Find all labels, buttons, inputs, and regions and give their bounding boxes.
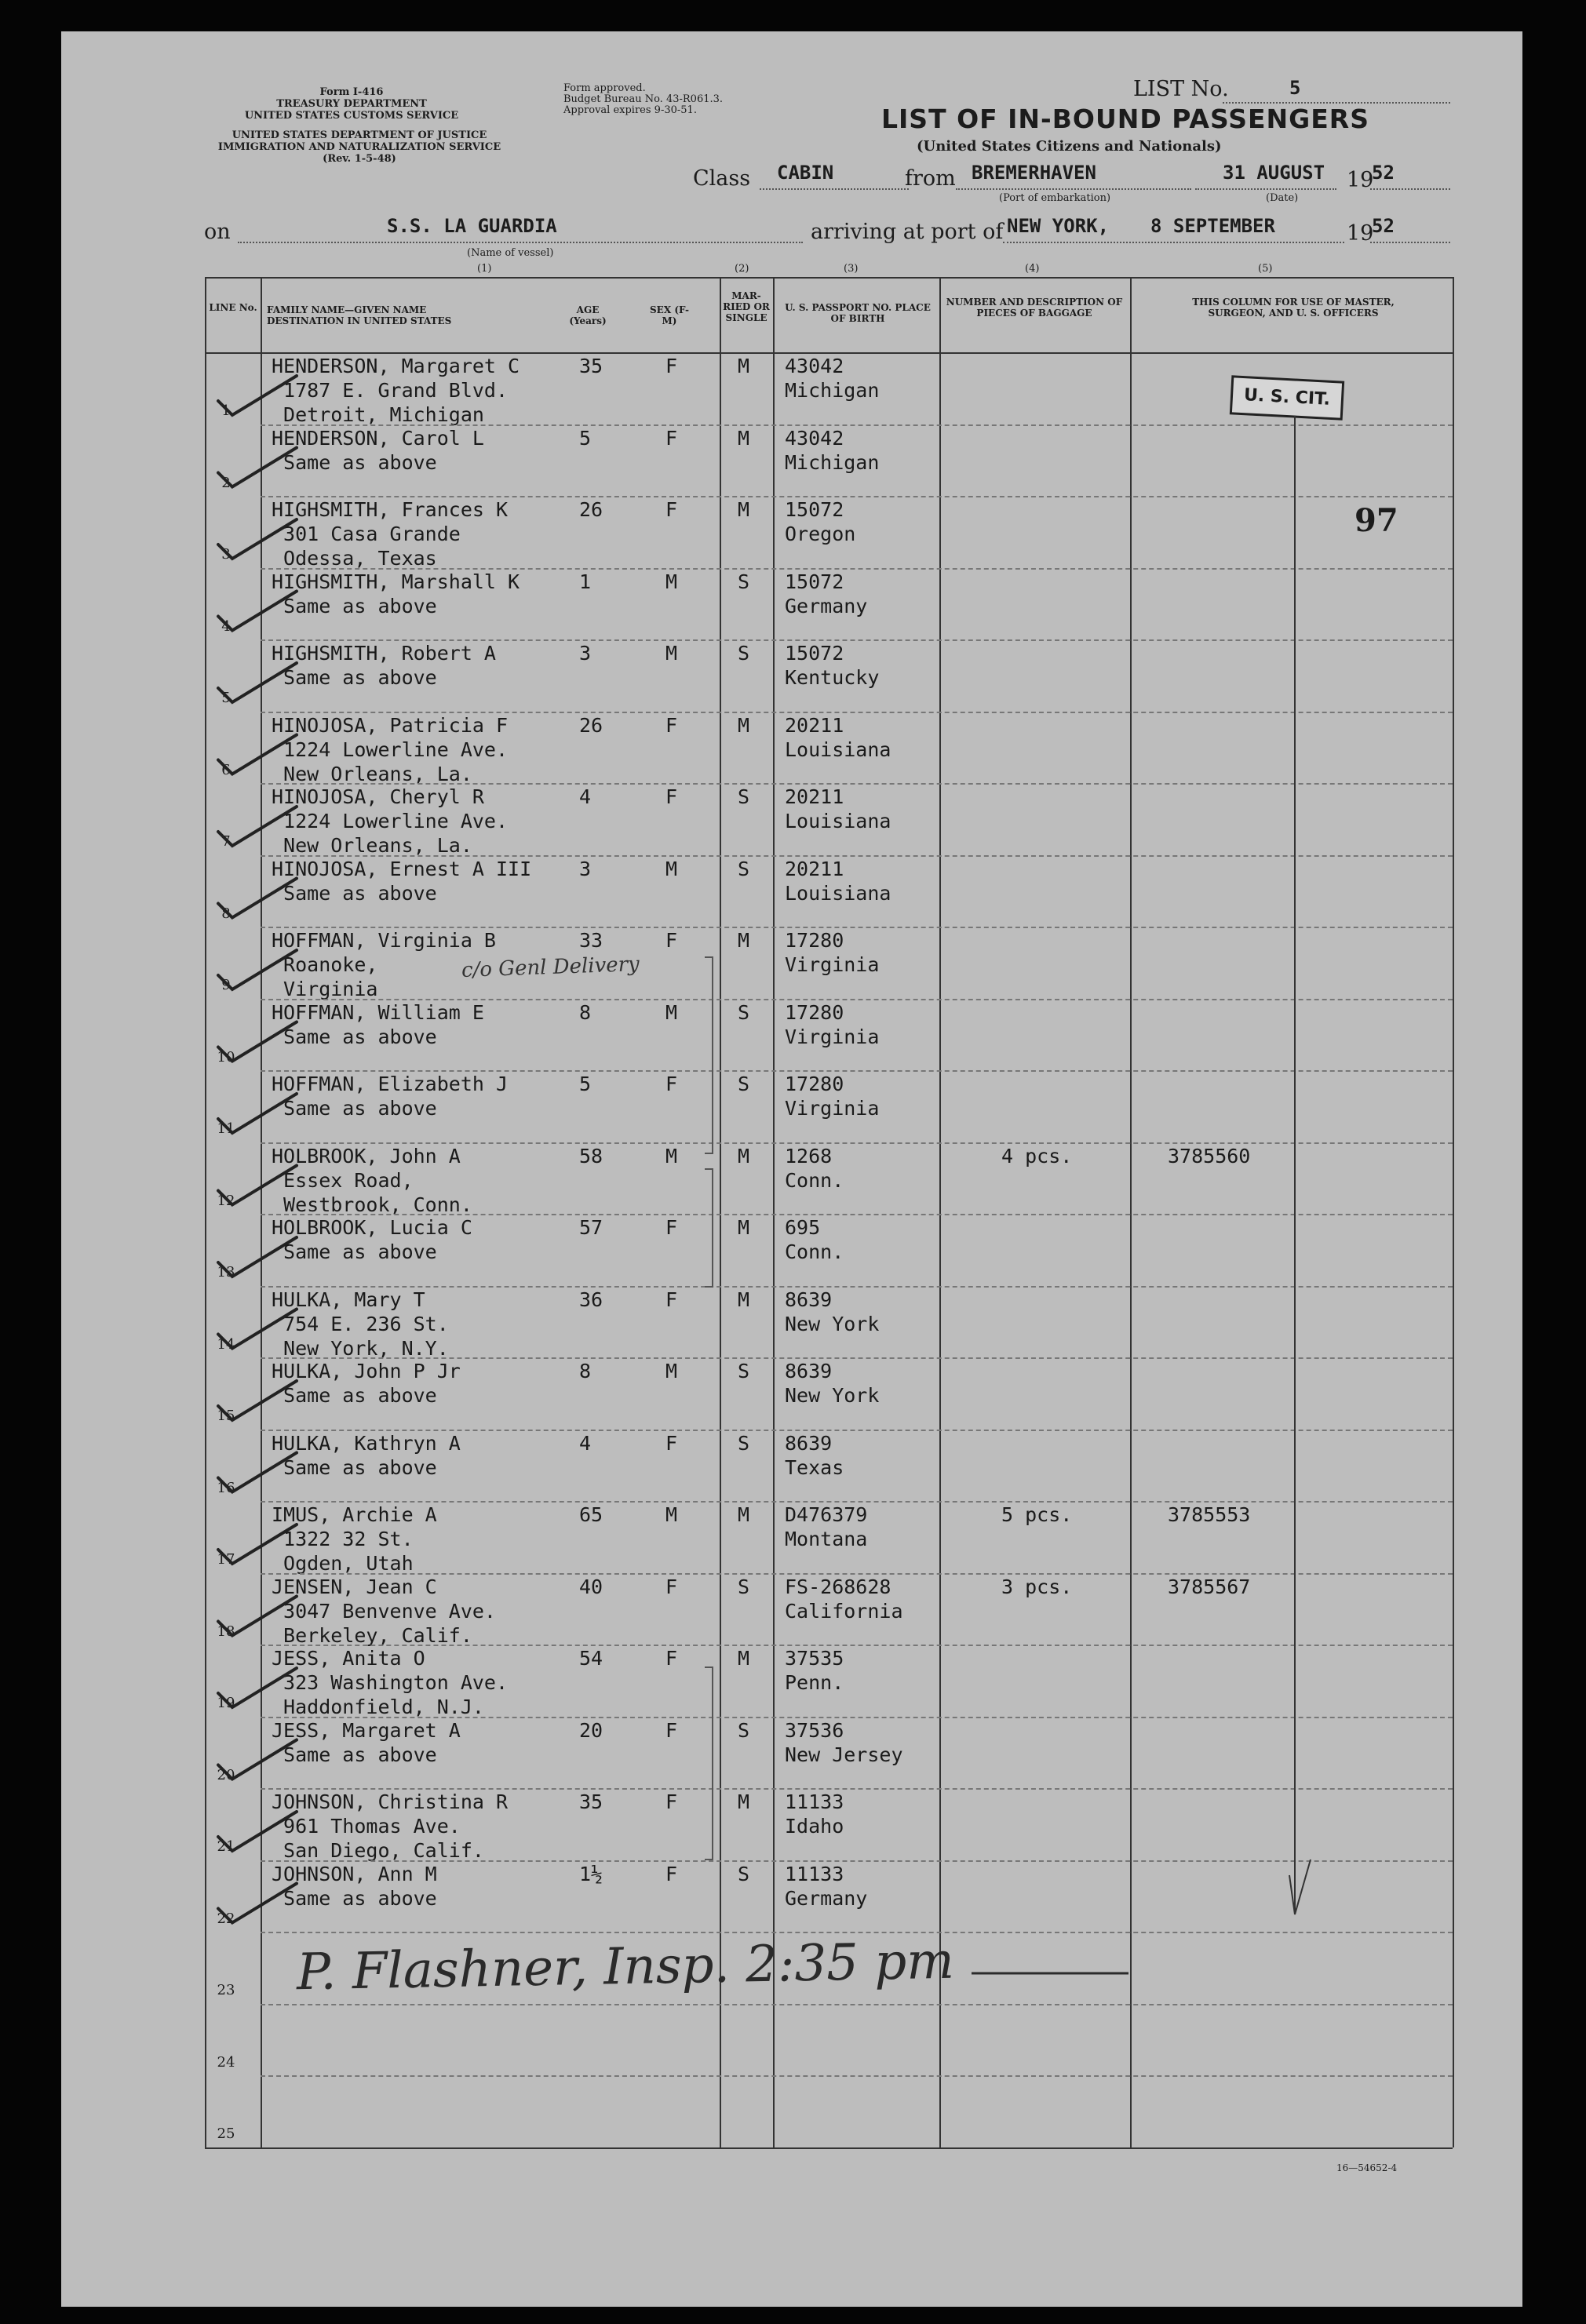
check-mark	[218, 950, 297, 989]
class-value: CABIN	[777, 162, 834, 184]
line-number: 2	[221, 474, 231, 491]
check-mark	[218, 1668, 297, 1707]
passenger-sex: M	[665, 1503, 678, 1526]
marital-status: S	[738, 570, 750, 593]
passenger-name: HINOJOSA, Patricia F 1224 Lowerline Ave. New Orleans, La.	[272, 713, 509, 785]
passenger-age: 54	[579, 1647, 603, 1670]
arrival-port: NEW YORK,	[1007, 215, 1110, 237]
passenger-sex: F	[665, 355, 678, 377]
passenger-sex: F	[665, 498, 678, 521]
passenger-sex: F	[665, 426, 678, 450]
passenger-age: 8	[579, 1360, 592, 1382]
us-citizen-stamp: U. S. CIT.	[1230, 375, 1344, 420]
passport-birthplace: FS-268628 California	[785, 1575, 903, 1623]
passenger-age: 8	[579, 1000, 592, 1024]
passenger-sex: M	[665, 1360, 678, 1382]
baggage: 4 pcs.	[1001, 1144, 1073, 1167]
passport-birthplace: 43042 Michigan	[785, 426, 880, 474]
passenger-name: HINOJOSA, Cheryl R 1224 Lowerline Ave. New Orleans, La.	[272, 785, 509, 857]
check-mark	[218, 1524, 297, 1564]
marital-status: M	[738, 929, 750, 952]
marital-status: M	[738, 498, 750, 521]
passenger-manifest-page: Form I-416 TREASURY DEPARTMENT UNITED STATES CUSTOMS SERVICE UNITED STATES DEPARTMENT OF JUSTICE IMMIGRATION AND NATURALIZATION SERVICE (Rev. 1-5-48) Form approved. Budget Bureau No. 43-R061.3. Approval expires 9-30-51. LIST No. 5 LIST OF IN-BOUND PASSENGERS (United States Citizens and Nationals) Class CABIN from BREMERHAVEN (Port of embarkation) 31 AUGUST (Date) 19 52 on S.S. LA GUARDIA (Name of vessel) arriving at port of NEW YORK, 8 SEPTEMBER 19 52 (1) (2) (3) (4) (5) LINE No. FAMILY NAME—GIVEN NAME DESTINATION IN UNITED STATES AGE (Years) SEX (F-M) MAR-RIED OR SINGLE U. S. PASSPORT NO. PLACE OF BIRTH NUMBER AND DESCRIPTION OF PIECES OF BAGGAGE THIS COLUMN FOR USE OF MASTER, SURGEON, AND U. S. OFFICERS HENDERSON, Margaret C 1787 E. Grand Blvd. Detroit, Michigan 35 F M 43042 Michigan 1 HENDERSON, Carol L Same as above 5 F M 43042 Michigan 2 HIGHSMITH, Frances K 301 Casa Grande Odessa, Texas 26 F M 15072 Oregon 3 HIGHSMITH, Marshall K Same as above 1 M S 15072 Germany 4 HIGHSMITH, Robert A Same as above 3 M S 15072 Kentucky 5 HINOJOSA, Patricia F 1224 Lowerline Ave. New Orleans, La. 26 F M 20211 Louisiana 6 HINOJOSA, Cheryl R 1224 Lowerline Ave. New Orleans, La. 4 F S 20211 Louisiana 7 HINOJOSA, Ernest A III Same as above 3 M S 20211 Louisiana 8 HOFFMAN, Virginia B Roanoke, Virginia 33 F M 17280 Virginia 9 HOFFMAN, William E Same as above 8 M S 17280 Virginia 10 HOFFMAN, Elizabeth J Same as above 5 F S 17280 Virginia 11 HOLBROOK, John A Essex Road, Westbrook, Conn. 58 M M 1268 Conn. 4 pcs. 3785560 12 HOLBROOK, Lucia C Same as above 57 F M 695 Conn. 13 HULKA, Mary T 754 E. 236 St. New York, N.Y. 36 F M 8639 New York 14 HULKA, John P Jr Same as above 8 M S 8639 New York 15 HULKA, Kathryn A Same as above 4 F S 8639 Texas 16 IMUS, Archie A 1322 32 St. Ogden, Utah 65 M M D476379 Montana 5 pcs. 3785553 17 JENSEN, Jean C 3047 Benvenve Ave. Berkeley, Calif. 40 F S FS-268628 California 3 pcs. 3785567 18 JESS, Anita O 323 Washington Ave. Haddonfield, N.J. 54 F M 37535 Penn. 19 JESS, Margaret A Same as above 20 F S 37536 New Jersey 20 JOHNSON, Christina R 961 Thomas Ave. San Diego, Calif. 35 F M 11133 Idaho 21 JOHNSON, Ann M Same as above 1½ F S 11133 Germany 22 23 24 25 U. S. CIT. 97 c/o Genl Delivery P. Flashner, Insp. 2:35 pm 16—54652-4	[61, 31, 1522, 2307]
check-mark	[218, 1597, 297, 1636]
passenger-name: HULKA, Kathryn A Same as above	[272, 1431, 461, 1479]
passenger-sex: F	[665, 1575, 678, 1598]
check-mark	[218, 1812, 297, 1851]
passenger-age: 58	[579, 1144, 603, 1167]
passport-birthplace: 8639 New York	[785, 1360, 880, 1407]
line-number: 3	[221, 546, 231, 563]
col-header-line: LINE No.	[209, 302, 257, 313]
baggage: 5 pcs.	[1001, 1503, 1073, 1526]
family-bracket	[705, 957, 713, 1153]
passenger-age: 20	[579, 1718, 603, 1742]
passport-birthplace: 20211 Louisiana	[785, 713, 891, 761]
passport-birthplace: 8639 New York	[785, 1288, 880, 1335]
year-suffix: 52	[1372, 162, 1395, 184]
line-number: 16	[217, 1479, 235, 1496]
marital-status: M	[738, 1647, 750, 1670]
line-number: 7	[221, 833, 231, 850]
passenger-sex: F	[665, 1647, 678, 1670]
passenger-sex: F	[665, 785, 678, 808]
family-bracket	[705, 1667, 713, 1860]
passenger-sex: F	[665, 1216, 678, 1239]
page-subtitle: (United States Citizens and Nationals)	[917, 138, 1222, 155]
form-approval: Form approved. Budget Bureau No. 43-R061.3. Approval expires 9-30-51.	[563, 82, 724, 116]
passenger-name: HOFFMAN, Virginia B Roanoke, Virginia	[272, 929, 496, 1000]
line-number: 10	[217, 1048, 235, 1065]
page-number: 97	[1354, 502, 1398, 539]
check-mark	[218, 376, 297, 415]
line-number: 9	[221, 977, 231, 993]
arrival-date: 8 SEPTEMBER	[1150, 215, 1275, 237]
passenger-age: 3	[579, 857, 592, 880]
check-mark	[218, 1094, 297, 1133]
year-prefix: 19	[1347, 168, 1374, 192]
passenger-age: 26	[579, 498, 603, 521]
marital-status: S	[738, 785, 750, 808]
line-number: 8	[221, 905, 231, 922]
check-mark	[218, 448, 297, 487]
line-number: 6	[221, 761, 231, 778]
line-number: 1	[221, 403, 231, 419]
passenger-age: 5	[579, 1073, 592, 1095]
justice-dept: UNITED STATES DEPARTMENT OF JUSTICE IMMIGRATION AND NATURALIZATION SERVICE (Rev. 1-5-48)	[217, 129, 501, 165]
passport-birthplace: 11133 Idaho	[785, 1790, 844, 1838]
officer-number: 3785560	[1168, 1144, 1251, 1167]
line-number: 24	[217, 2053, 235, 2071]
passenger-age: 5	[579, 426, 592, 450]
passenger-name: HIGHSMITH, Robert A Same as above	[272, 642, 496, 689]
passport-birthplace: 15072 Oregon	[785, 498, 856, 545]
footer-code: 16—54652-4	[1336, 2162, 1398, 2173]
passenger-age: 3	[579, 642, 592, 665]
departure-date: 31 AUGUST	[1223, 162, 1325, 184]
marital-status: S	[738, 1575, 750, 1598]
passport-birthplace: 20211 Louisiana	[785, 785, 891, 832]
passenger-sex: M	[665, 1000, 678, 1024]
list-no-label: LIST No.	[1133, 77, 1229, 101]
col-header-officers: THIS COLUMN FOR USE OF MASTER, SURGEON, AND U. S. OFFICERS	[1192, 297, 1395, 319]
passenger-name: JOHNSON, Christina R 961 Thomas Ave. San Diego, Calif.	[272, 1790, 509, 1862]
line-number: 13	[217, 1264, 235, 1280]
passenger-sex: F	[665, 713, 678, 737]
passport-birthplace: 20211 Louisiana	[785, 857, 891, 905]
line-number: 19	[217, 1695, 235, 1711]
passenger-sex: M	[665, 570, 678, 593]
passenger-name: HULKA, Mary T 754 E. 236 St. New York, N.Y.	[272, 1288, 449, 1360]
col-header-married: MAR-RIED OR SINGLE	[723, 290, 770, 323]
marital-status: M	[738, 355, 750, 377]
line-number: 18	[217, 1623, 235, 1640]
passenger-name: JESS, Anita O 323 Washington Ave. Haddonfield, N.J.	[272, 1647, 509, 1718]
from-caption: (Port of embarkation)	[999, 192, 1111, 204]
passport-birthplace: 17280 Virginia	[785, 929, 880, 976]
inspector-signature: P. Flashner, Insp. 2:35 pm	[296, 1932, 955, 2002]
check-mark	[218, 1022, 297, 1062]
col-header-age: AGE (Years)	[569, 304, 607, 326]
passenger-name: HOFFMAN, Elizabeth J Same as above	[272, 1073, 509, 1120]
marital-status: S	[738, 1718, 750, 1742]
passenger-age: 1½	[579, 1862, 603, 1885]
passport-birthplace: 695 Conn.	[785, 1216, 844, 1263]
passport-birthplace: 17280 Virginia	[785, 1000, 880, 1048]
passenger-age: 35	[579, 1790, 603, 1813]
from-label: from	[905, 166, 956, 191]
class-label: Class	[693, 166, 751, 191]
passenger-sex: F	[665, 1073, 678, 1095]
check-mark	[218, 1884, 297, 1923]
passport-birthplace: 1268 Conn.	[785, 1144, 844, 1192]
marital-status: M	[738, 1790, 750, 1813]
passenger-name: IMUS, Archie A 1322 32 St. Ogden, Utah	[272, 1503, 437, 1575]
passport-birthplace: 11133 Germany	[785, 1862, 868, 1910]
passenger-sex: F	[665, 1718, 678, 1742]
passport-birthplace: D476379 Montana	[785, 1503, 868, 1550]
marital-status: S	[738, 1073, 750, 1095]
col-header-passport: U. S. PASSPORT NO. PLACE OF BIRTH	[785, 302, 931, 324]
check-mark	[218, 1310, 297, 1349]
line-number: 11	[217, 1120, 235, 1137]
passenger-name: HOLBROOK, John A Essex Road, Westbrook, Conn.	[272, 1144, 472, 1216]
passport-birthplace: 37536 New Jersey	[785, 1718, 903, 1766]
check-mark	[218, 807, 297, 846]
pen-marks	[61, 31, 1522, 2307]
passenger-sex: F	[665, 929, 678, 952]
passenger-name: HOFFMAN, William E Same as above	[272, 1000, 484, 1048]
passport-birthplace: 43042 Michigan	[785, 355, 880, 402]
officer-number: 3785553	[1168, 1503, 1251, 1526]
passenger-name: JENSEN, Jean C 3047 Benvenve Ave. Berkeley, Calif.	[272, 1575, 496, 1647]
passenger-age: 65	[579, 1503, 603, 1526]
check-mark	[218, 1237, 297, 1277]
check-mark	[218, 1381, 297, 1420]
passport-birthplace: 8639 Texas	[785, 1431, 844, 1479]
line-number: 5	[221, 690, 231, 706]
arrival-year-prefix: 19	[1347, 221, 1374, 246]
marital-status: M	[738, 1503, 750, 1526]
marital-status: M	[738, 1144, 750, 1167]
passenger-sex: F	[665, 1431, 678, 1455]
passenger-age: 26	[579, 713, 603, 737]
check-mark	[218, 1453, 297, 1492]
line-number: 4	[221, 617, 231, 635]
passenger-age: 40	[579, 1575, 603, 1598]
marital-status: S	[738, 1360, 750, 1382]
passport-birthplace: 37535 Penn.	[785, 1647, 844, 1694]
marital-status: M	[738, 426, 750, 450]
check-mark	[218, 592, 297, 631]
col-header-baggage: NUMBER AND DESCRIPTION OF PIECES OF BAGGAGE	[946, 297, 1123, 319]
baggage: 3 pcs.	[1001, 1575, 1073, 1598]
passenger-age: 33	[579, 929, 603, 952]
line-number: 15	[217, 1408, 235, 1424]
marital-status: S	[738, 642, 750, 665]
marital-status: M	[738, 713, 750, 737]
passenger-name: HULKA, John P Jr Same as above	[272, 1360, 461, 1407]
line-number: 22	[217, 1910, 235, 1927]
line-number: 12	[217, 1192, 235, 1209]
family-bracket	[705, 1169, 713, 1287]
passenger-name: HIGHSMITH, Marshall K Same as above	[272, 570, 520, 617]
passenger-name: HINOJOSA, Ernest A III Same as above	[272, 857, 532, 905]
passenger-sex: M	[665, 857, 678, 880]
page-title: LIST OF IN-BOUND PASSENGERS	[881, 104, 1369, 134]
check-mark	[218, 1166, 297, 1205]
passenger-name: HENDERSON, Carol L Same as above	[272, 426, 484, 474]
passenger-age: 1	[579, 570, 592, 593]
vessel-caption: (Name of vessel)	[467, 247, 554, 259]
marital-status: S	[738, 1431, 750, 1455]
passenger-age: 36	[579, 1288, 603, 1311]
passenger-name: JESS, Margaret A Same as above	[272, 1718, 461, 1766]
line-number: 20	[217, 1766, 235, 1783]
form-id: Form I-416 TREASURY DEPARTMENT UNITED STATES CUSTOMS SERVICE	[244, 86, 459, 122]
marital-status: M	[738, 1288, 750, 1311]
col-header-sex: SEX (F-M)	[650, 304, 689, 326]
passenger-sex: F	[665, 1288, 678, 1311]
line-number: 25	[217, 2125, 235, 2142]
marital-status: S	[738, 1000, 750, 1024]
marital-status: S	[738, 857, 750, 880]
passenger-name: JOHNSON, Ann M Same as above	[272, 1862, 437, 1910]
passport-birthplace: 15072 Germany	[785, 570, 868, 617]
passenger-age: 35	[579, 355, 603, 377]
passenger-age: 4	[579, 1431, 592, 1455]
passenger-name: HOLBROOK, Lucia C Same as above	[272, 1216, 472, 1263]
passenger-name: HENDERSON, Margaret C 1787 E. Grand Blvd. Detroit, Michigan	[272, 355, 520, 426]
line-number: 14	[217, 1335, 235, 1353]
check-mark	[218, 1740, 297, 1779]
date-caption: (Date)	[1266, 192, 1299, 204]
list-no-value: 5	[1289, 77, 1301, 99]
passenger-age: 4	[579, 785, 592, 808]
passenger-sex: M	[665, 642, 678, 665]
check-mark	[218, 735, 297, 774]
marital-status: M	[738, 1216, 750, 1239]
line-number: 23	[217, 1982, 235, 1998]
passenger-sex: F	[665, 1862, 678, 1885]
line-number: 21	[217, 1838, 235, 1855]
passenger-name: HIGHSMITH, Frances K 301 Casa Grande Odessa, Texas	[272, 498, 509, 570]
passenger-sex: M	[665, 1144, 678, 1167]
line-number: 17	[217, 1551, 235, 1568]
officer-number: 3785567	[1168, 1575, 1251, 1598]
arrival-year-suffix: 52	[1372, 215, 1395, 237]
embarkation-port: BREMERHAVEN	[972, 162, 1096, 184]
arriving-label: arriving at port of	[811, 220, 1004, 244]
vessel-name: S.S. LA GUARDIA	[387, 215, 557, 237]
on-label: on	[204, 220, 231, 244]
passenger-sex: F	[665, 1790, 678, 1813]
check-mark	[218, 519, 297, 559]
handwritten-note: c/o Genl Delivery	[461, 953, 640, 982]
col-header-name: FAMILY NAME—GIVEN NAME DESTINATION IN UNITED STATES	[267, 304, 452, 326]
passport-birthplace: 15072 Kentucky	[785, 642, 880, 689]
passport-birthplace: 17280 Virginia	[785, 1073, 880, 1120]
check-mark	[218, 663, 297, 702]
passenger-age: 57	[579, 1216, 603, 1239]
marital-status: S	[738, 1862, 750, 1885]
check-mark	[218, 879, 297, 918]
